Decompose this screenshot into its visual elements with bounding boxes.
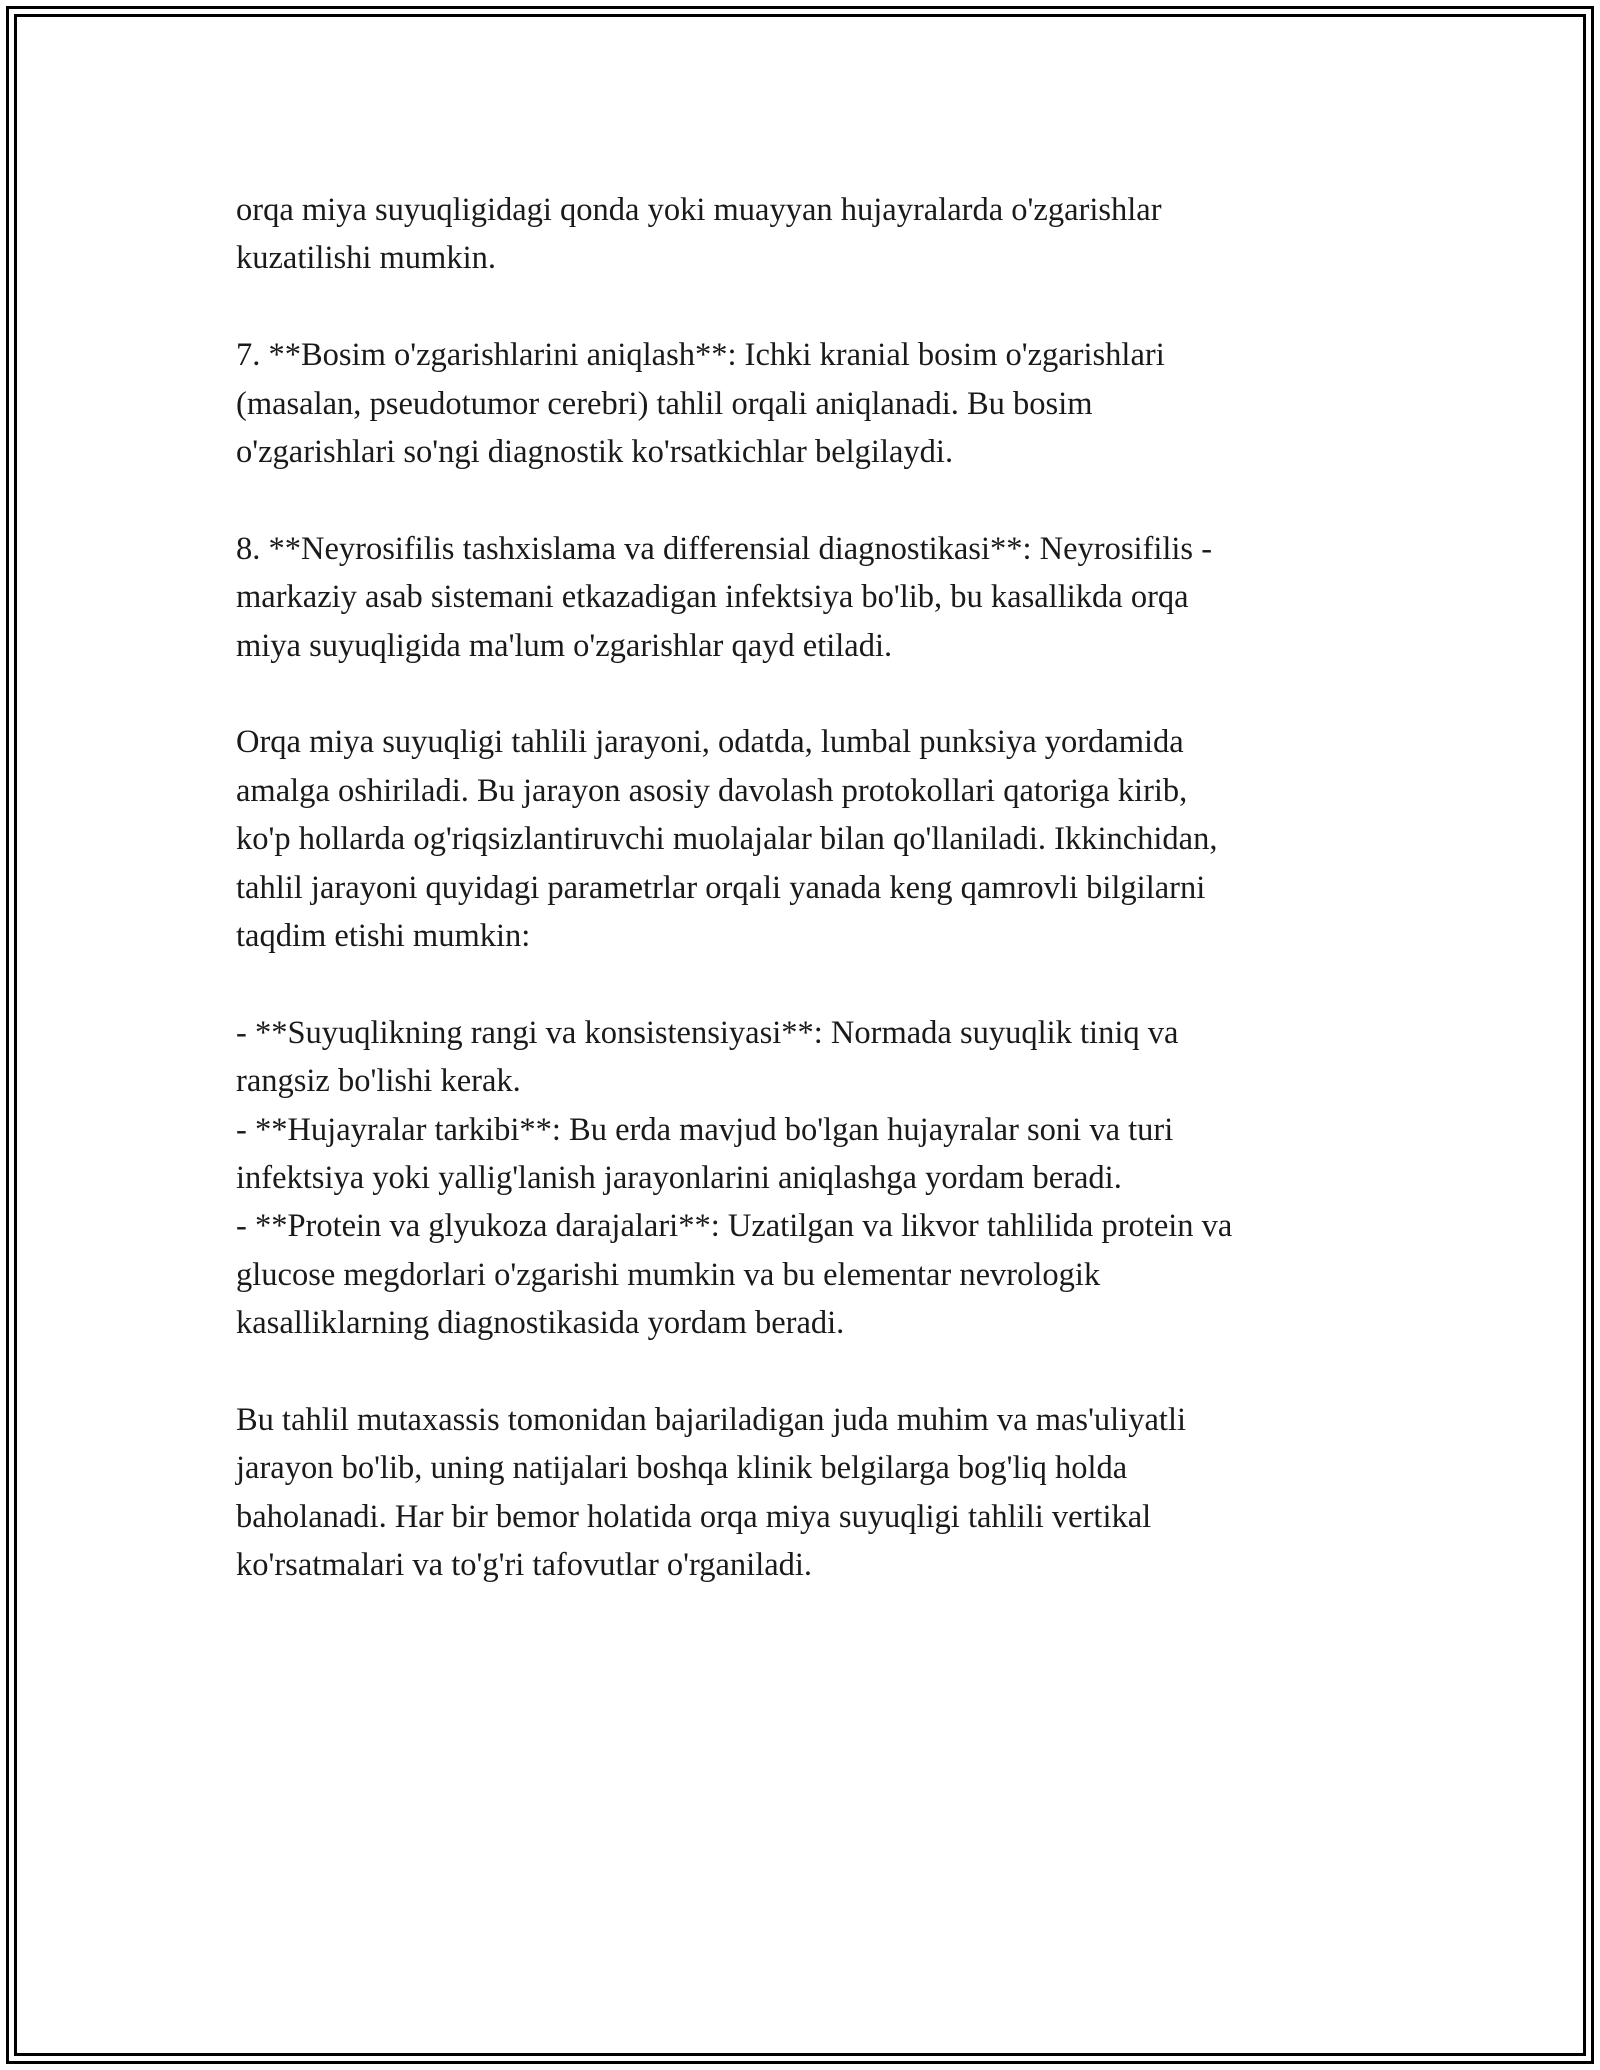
text-line: Bu tahlil mutaxassis tomonidan bajariladigan juda muhim va mas'uliyatli [236,1402,1187,1439]
text-line: 7. **Bosim o'zgarishlarini aniqlash**: Ichki kranial bosim o'zgarishlari [236,337,1165,374]
text-line: taqdim etishi mumkin: [236,918,531,955]
text-line: Orqa miya suyuqligi tahlili jarayoni, odatda, lumbal punksiya yordamida [236,724,1184,761]
paragraph-csf-changes [236,186,1376,283]
text-line: ko'rsatmalari va to'g'ri tafovutlar o'rganiladi. [236,1547,813,1584]
list-item-line: glucose megdorlari o'zgarishi mumkin va bu elementar nevrologik [236,1256,1101,1293]
paragraph-item-8 [236,525,1376,670]
text-line: ko'p hollarda og'riqsizlantiruvchi muolajalar bilan qo'llaniladi. Ikkinchidan, [236,821,1218,858]
text-line: 8. **Neyrosifilis tashxislama va differensial diagnostikasi**: Neyrosifilis - [236,530,1213,567]
paragraph-item-7 [236,331,1376,476]
list-item-line: - **Protein va glyukoza darajalari**: Uzatilgan va likvor tahlilida protein va [236,1208,1233,1245]
list-item-line: kasalliklarning diagnostikasida yordam beradi. [236,1305,845,1342]
list-item-line: rangsiz bo'lishi kerak. [236,1063,521,1100]
text-line: tahlil jarayoni quyidagi parametrlar orqali yanada keng qamrovli bilgilarni [236,869,1206,906]
text-line: amalga oshiriladi. Bu jarayon asosiy davolash protokollari qatoriga kirib, [236,772,1188,809]
list-item-line: infektsiya yoki yallig'lanish jarayonlarini aniqlashga yordam beradi. [236,1160,1122,1197]
paragraph-procedure [236,718,1376,960]
paragraph-conclusion [236,1396,1376,1590]
list-item-line: - **Hujayralar tarkibi**: Bu erda mavjud bo'lgan hujayralar soni va turi [236,1111,1174,1148]
text-line: kuzatilishi mumkin. [236,240,496,277]
text-line: orqa miya suyuqligidagi qonda yoki muayyan hujayralarda o'zgarishlar [236,192,1162,228]
list-item-line: - **Suyuqlikning rangi va konsistensiyasi**: Normada suyuqlik tiniq va [236,1014,1179,1051]
text-line: o'zgarishlari so'ngi diagnostik ko'rsatkichlar belgilaydi. [236,434,954,471]
text-line: baholanadi. Har bir bemor holatida orqa miya suyuqligi tahlili vertikal [236,1498,1152,1535]
paragraph-parameter-list [236,1009,1376,1348]
text-line: markaziy asab sistemani etkazadigan infektsiya bo'lib, bu kasallikda orqa [236,579,1189,616]
text-line: (masalan, pseudotumor cerebri) tahlil orqali aniqlanadi. Bu bosim [236,385,1093,422]
document-body [236,186,1376,1638]
text-line: jarayon bo'lib, uning natijalari boshqa klinik belgilarga bog'liq holda [236,1450,1128,1487]
text-line: miya suyuqligida ma'lum o'zgarishlar qayd etiladi. [236,627,893,664]
